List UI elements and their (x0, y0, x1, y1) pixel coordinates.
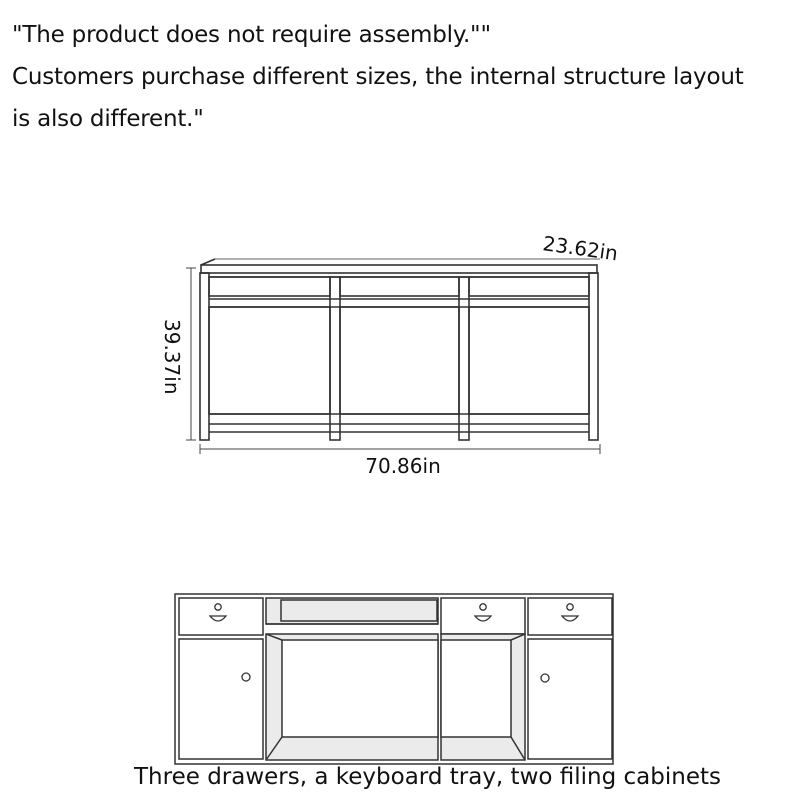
layout-caption: Three drawers, a keyboard tray, two filing cabinets (134, 764, 721, 790)
keyboard-tray (266, 598, 438, 624)
frame-drawer-right (469, 277, 589, 296)
desk-tabletop (201, 265, 597, 273)
note-line-2: Customers purchase different sizes, the internal structure layout (12, 64, 744, 90)
frame-drawer-left (209, 277, 330, 296)
desk-front-view (175, 594, 613, 764)
inner-post-left (330, 277, 340, 440)
drawer-left-knob (215, 604, 221, 610)
frame-panel-middle (340, 307, 459, 414)
depth-label: 23.62in (541, 231, 620, 266)
width-label: 70.86in (365, 454, 441, 478)
inner-post-right (459, 277, 469, 440)
frame-panel-left (209, 307, 330, 414)
cabinet-right-knob (541, 674, 549, 682)
tabletop-back-edge-left (201, 259, 215, 265)
drawer-center-knob (480, 604, 486, 610)
drawer-center-pull (475, 616, 491, 621)
filing-cabinet-right (528, 639, 612, 759)
frame-drawer-middle (340, 277, 459, 296)
height-dimension (186, 268, 196, 440)
width-dimension (200, 444, 600, 454)
frame-panel-right (469, 307, 589, 414)
filing-cabinet-left (179, 639, 263, 759)
knee-space-right-back (441, 640, 511, 737)
height-label: 39.37in (160, 319, 184, 395)
knee-space-left-back (282, 640, 438, 737)
drawer-left-pull (210, 616, 226, 621)
drawer-right-knob (567, 604, 573, 610)
desk-frame-drawing (200, 259, 600, 440)
note-line-1: "The product does not require assembly."" (12, 22, 491, 48)
cabinet-left-knob (242, 673, 250, 681)
note-line-3: is also different." (12, 106, 204, 132)
left-leg (200, 273, 209, 440)
drawer-right-pull (562, 616, 578, 621)
right-leg (589, 273, 598, 440)
